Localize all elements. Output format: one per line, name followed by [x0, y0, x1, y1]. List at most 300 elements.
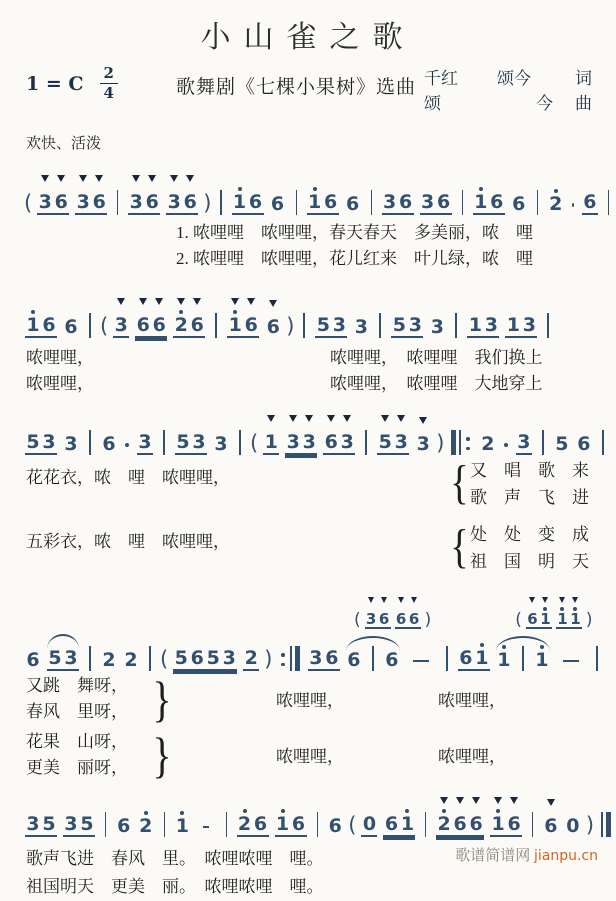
staccato-row	[63, 417, 79, 428]
note-group	[395, 597, 421, 629]
note	[301, 415, 317, 453]
staccato-row	[339, 415, 355, 426]
staccato-row	[232, 175, 248, 186]
note-digit: 3	[394, 431, 408, 453]
note	[221, 631, 237, 669]
staccato-row	[436, 797, 452, 808]
note-digit: 3	[408, 314, 423, 336]
barline	[296, 190, 297, 215]
note-digit: 3	[484, 314, 499, 336]
note-digit: 2	[549, 193, 563, 215]
note-group	[526, 597, 552, 629]
staccato-row	[543, 799, 559, 810]
note-digit: 6	[270, 193, 285, 215]
note-group	[137, 415, 153, 455]
watermark-site: 歌谱简谱网	[455, 848, 531, 864]
staccato-mark-icon	[57, 175, 65, 182]
staccato-row	[473, 175, 489, 186]
staccato-row	[25, 797, 41, 808]
note-digit: 3	[522, 314, 537, 336]
staccato-row	[468, 797, 484, 808]
note	[101, 633, 117, 671]
barline	[89, 313, 91, 338]
staccato-mark-icon	[494, 797, 502, 804]
staccato-row	[138, 799, 154, 810]
thick-bar	[606, 812, 611, 837]
staccato-row	[554, 417, 570, 428]
barline	[537, 190, 538, 215]
note-group	[173, 298, 205, 338]
staccato-mark-icon	[559, 597, 565, 603]
note	[327, 799, 343, 837]
slur-arc	[493, 633, 553, 671]
note-digit: 6	[395, 610, 407, 628]
choice-line: 又 唱 歌 来	[470, 461, 589, 480]
staccato-row	[263, 415, 279, 426]
note-digit: 1	[264, 431, 278, 453]
staccato-row	[41, 298, 57, 309]
staccato-mark-icon	[510, 797, 518, 804]
note	[458, 631, 474, 669]
repeat-dots	[281, 653, 285, 666]
note-digit: 3	[38, 191, 52, 213]
note	[173, 631, 189, 669]
note-digit: 6	[512, 193, 526, 215]
staccato-row	[383, 797, 399, 808]
lyric-row: 花果 山呀，	[26, 732, 128, 751]
note-digit: 6	[190, 314, 204, 336]
staccato-row	[489, 175, 505, 186]
note	[569, 597, 582, 627]
barline	[105, 812, 106, 837]
note	[489, 175, 505, 213]
note-digit: 5	[206, 647, 220, 669]
note-digit: 3	[64, 433, 78, 455]
octave-row	[63, 642, 79, 648]
note-digit: 1	[307, 191, 322, 213]
note	[75, 175, 91, 213]
note-group	[166, 175, 198, 215]
note-group	[383, 797, 415, 837]
note-group	[25, 298, 57, 338]
note	[232, 175, 248, 213]
lyric-row: 更美 丽呀，	[26, 758, 128, 777]
note	[365, 597, 378, 627]
staccato-mark-icon	[148, 175, 156, 182]
time-signature	[100, 66, 118, 101]
note-digit: 6	[248, 191, 263, 213]
note-digit: 1	[232, 191, 247, 213]
note	[123, 633, 139, 671]
note	[429, 300, 445, 338]
note-digit: 3	[214, 433, 228, 455]
octave-row	[534, 644, 550, 650]
staccato-row	[395, 597, 408, 606]
notation-line-1	[0, 175, 616, 215]
lyric-row: 又跳 舞呀，	[26, 676, 128, 695]
note-group	[382, 175, 414, 215]
note-digit: 3	[286, 431, 300, 453]
octave-row	[47, 642, 63, 648]
staccato-row	[582, 175, 598, 186]
composer-2: 今	[536, 94, 553, 113]
note	[496, 633, 512, 671]
note	[53, 175, 69, 213]
note-group	[232, 175, 264, 215]
note-group	[101, 633, 117, 671]
staccato-row	[436, 175, 452, 186]
note-group	[323, 415, 355, 455]
slur-arc	[343, 633, 403, 671]
note-group	[582, 175, 598, 215]
note-group	[327, 799, 343, 837]
note	[382, 175, 398, 213]
note-digit: 6	[291, 813, 306, 835]
note	[452, 797, 468, 835]
note	[420, 175, 436, 213]
staccato-row	[345, 177, 361, 188]
note-digit: 3	[383, 191, 397, 213]
verse-1-mid: 哝哩哩，	[276, 691, 344, 710]
staccato-row	[467, 298, 483, 309]
note	[227, 298, 243, 336]
staccato-row	[420, 175, 436, 186]
staccato-mark-icon	[397, 415, 405, 422]
note	[25, 415, 41, 453]
notation-line-5	[0, 797, 616, 837]
staccato-row	[327, 799, 343, 810]
staccato-row	[480, 417, 496, 428]
barline	[522, 646, 524, 671]
key-signature	[26, 66, 168, 101]
note-digit: 2	[244, 647, 258, 669]
staccato-mark-icon	[247, 298, 255, 305]
note-digit: 1	[506, 314, 521, 336]
staccato-row	[323, 415, 339, 426]
note-group	[237, 797, 269, 837]
note-digit: 3	[517, 431, 531, 453]
verse-2-left: 哝哩哩，	[26, 374, 94, 393]
staccato-row	[253, 797, 269, 808]
note-digit: 3	[416, 433, 430, 455]
verse-2-choices	[470, 521, 589, 575]
note-digit: 6	[527, 610, 538, 628]
note-digit: 1	[475, 647, 489, 669]
note	[339, 415, 355, 453]
note-digit: 1	[535, 649, 549, 671]
note-group	[391, 298, 423, 338]
staccato-row	[137, 415, 153, 426]
staccato-mark-icon	[231, 298, 239, 305]
lyrics-line-1	[176, 220, 616, 272]
verse-1-text: 1. 哝哩哩 哝哩哩，春天春天 多美丽，哝 哩	[176, 223, 533, 242]
note-group	[243, 631, 259, 671]
staccato-row	[353, 300, 369, 311]
notation-line-4	[0, 631, 616, 671]
staccato-mark-icon	[542, 597, 548, 603]
note	[151, 298, 167, 336]
note-group	[265, 300, 281, 338]
note-group	[565, 799, 581, 837]
note-group	[353, 300, 369, 338]
staccato-row	[243, 298, 259, 309]
music-role-label: 曲	[575, 94, 592, 113]
note-digit: 5	[378, 431, 392, 453]
staccato-row	[243, 631, 259, 642]
staccato-row	[25, 298, 41, 309]
lyrics-line-2	[0, 343, 616, 395]
staccato-mark-icon	[472, 797, 480, 804]
note	[307, 175, 323, 213]
staccato-mark-icon	[440, 797, 448, 804]
note	[270, 177, 286, 215]
staccato-mark-icon	[155, 298, 163, 305]
watermark-url[interactable]: jianpu.cn	[533, 848, 598, 864]
barline	[117, 190, 118, 215]
note	[182, 175, 198, 213]
opening-brace: {	[450, 520, 469, 573]
note	[41, 797, 57, 835]
note	[483, 298, 499, 336]
staccato-row	[393, 415, 409, 426]
note-group	[554, 417, 570, 455]
staccato-row	[511, 177, 527, 188]
verse-1-left: 哝哩哩，	[26, 348, 94, 367]
thin-bar	[601, 812, 603, 837]
note	[384, 633, 400, 671]
meter-numerator: 2	[100, 66, 118, 84]
note	[378, 597, 391, 627]
note	[399, 797, 415, 835]
note	[41, 415, 57, 453]
parenthesis: (	[515, 610, 522, 630]
barline	[163, 430, 165, 455]
note-group	[275, 797, 307, 837]
staccato-row	[407, 298, 423, 309]
staccato-mark-icon	[41, 175, 49, 182]
barline	[371, 190, 372, 215]
staccato-row	[41, 797, 57, 808]
staccato-row	[101, 633, 117, 644]
parenthesis: )	[585, 610, 593, 630]
note-digit: 3	[430, 316, 445, 338]
verse-1-left: 花花衣，哝 哩 哝哩哩，	[26, 468, 230, 487]
staccato-mark-icon	[186, 175, 194, 182]
note-digit: 6	[507, 813, 521, 835]
note-digit: 6	[378, 610, 390, 628]
octave-row	[384, 644, 400, 650]
note-digit: 2	[174, 314, 188, 336]
barline	[89, 430, 91, 455]
parenthesis: )	[436, 431, 445, 455]
note	[576, 417, 592, 455]
note	[556, 597, 569, 627]
note-digit: 6	[544, 815, 558, 837]
note	[473, 175, 489, 213]
note-digit: 6	[345, 193, 360, 215]
note	[511, 177, 527, 215]
note	[138, 799, 154, 837]
barline	[215, 313, 217, 338]
staccato-mark-icon	[419, 417, 427, 424]
note-group	[128, 175, 160, 215]
staccato-row	[539, 597, 552, 606]
note-group	[25, 633, 41, 671]
note-group	[307, 175, 339, 215]
barline	[372, 646, 374, 671]
staccato-row	[576, 417, 592, 428]
note-digit: 1	[400, 813, 415, 835]
note-group	[420, 175, 452, 215]
parenthesis: (	[160, 647, 169, 671]
staccato-mark-icon	[572, 597, 578, 603]
staccato-row	[144, 175, 160, 186]
verse-2-rows	[26, 729, 128, 781]
note	[166, 175, 182, 213]
staccato-mark-icon	[177, 298, 185, 305]
note-group	[511, 177, 527, 215]
staccato-row	[116, 799, 132, 810]
note-digit: 2	[481, 433, 495, 455]
note-digit: 2	[237, 813, 252, 835]
staccato-row	[166, 175, 182, 186]
octave-row	[346, 644, 362, 650]
staccato-row	[79, 797, 95, 808]
note-digit: 2	[437, 813, 451, 835]
verse-1-choices	[470, 457, 589, 511]
augmentation-dot	[504, 443, 508, 447]
staccato-row	[361, 797, 377, 808]
barline	[532, 812, 533, 837]
note-digit: 1	[474, 191, 488, 213]
staccato-mark-icon	[305, 415, 313, 422]
note	[565, 799, 581, 837]
lyric-row: 春风 里呀，	[26, 702, 128, 721]
closing-brace: }	[152, 727, 172, 783]
octave-dot-icon	[502, 645, 506, 649]
barline	[596, 646, 598, 671]
staccato-row	[213, 417, 229, 428]
note	[490, 797, 506, 835]
note	[543, 799, 559, 837]
song-title: 小山雀之歌	[200, 20, 416, 55]
note	[63, 631, 79, 669]
staccato-row	[205, 631, 221, 642]
staccato-row	[128, 175, 144, 186]
note-digit: 6	[384, 813, 399, 835]
note	[526, 597, 539, 627]
note-digit: 6	[244, 314, 258, 336]
verse-2-text: 2. 哝哩哩 哝哩哩，花儿红来 叶儿绿，哝 哩	[176, 249, 533, 268]
note-digit: 3	[421, 191, 435, 213]
note-digit: 6	[583, 191, 597, 213]
staccato-row	[25, 633, 41, 644]
note	[345, 177, 361, 215]
opening-brace: {	[450, 456, 469, 509]
note	[377, 415, 393, 453]
staccato-row	[399, 797, 415, 808]
note	[361, 797, 377, 835]
note	[554, 417, 570, 455]
note-group	[270, 177, 286, 215]
note	[323, 175, 339, 213]
staccato-mark-icon	[269, 300, 277, 307]
staccato-row	[113, 298, 129, 309]
thin-bar	[459, 430, 461, 455]
staccato-row	[534, 633, 550, 644]
staccato-row	[315, 298, 331, 309]
octave-dot-icon	[540, 645, 544, 649]
barline	[462, 190, 463, 215]
staccato-row	[191, 415, 207, 426]
credits-composer	[424, 91, 592, 116]
note-digit: 3	[114, 314, 128, 336]
staccato-mark-icon	[327, 415, 335, 422]
note-group	[365, 597, 391, 629]
note	[391, 298, 407, 336]
note-group	[556, 597, 582, 629]
note-digit: 1	[491, 813, 505, 835]
staccato-row	[301, 415, 317, 426]
note-digit: 3	[222, 647, 236, 669]
note-digit: 6	[385, 649, 399, 671]
parenthesis: )	[203, 191, 212, 215]
note-group	[285, 415, 317, 455]
octave-row	[496, 644, 512, 650]
thick-bar	[295, 646, 300, 671]
staccato-row	[556, 597, 569, 606]
note-digit: 5	[174, 647, 188, 669]
note-digit: 3	[365, 610, 377, 628]
note	[47, 631, 63, 669]
meter-denominator: 4	[103, 84, 114, 102]
note-digit: 6	[328, 815, 342, 837]
parenthesis: (	[250, 431, 259, 455]
echo-cluster-2	[513, 597, 594, 629]
verse-2-left: 五彩衣，哝 哩 哝哩哩，	[26, 532, 230, 551]
note-digit: 6	[117, 815, 131, 837]
note	[113, 298, 129, 336]
barline	[455, 313, 457, 338]
note-digit: 6	[577, 433, 591, 455]
note	[174, 799, 190, 837]
staccato-row	[565, 799, 581, 810]
watermark	[455, 844, 598, 865]
note	[253, 797, 269, 835]
tempo-marking: 欢快、活泼	[26, 136, 102, 152]
barline	[602, 430, 604, 455]
staccato-row	[548, 177, 564, 188]
final-barline	[601, 812, 611, 837]
staccato-row	[173, 631, 189, 642]
staccato-mark-icon	[132, 175, 140, 182]
note-group	[63, 300, 79, 338]
note-digit: 1	[175, 815, 189, 837]
staccato-row	[458, 631, 474, 642]
note-digit: 2	[124, 649, 138, 671]
sheet-music-page	[0, 12, 616, 896]
verse-1-text: 歌声飞进 春风 里。 哝哩哝哩 哩。	[26, 849, 324, 868]
note-group	[548, 177, 564, 215]
note-digit: 6	[459, 647, 473, 669]
note	[91, 175, 107, 213]
staccato-row	[505, 298, 521, 309]
note	[144, 175, 160, 213]
staccato-row	[569, 597, 582, 606]
parenthesis: )	[585, 813, 595, 837]
thin-bar	[290, 646, 292, 671]
note-digit: 6	[54, 191, 68, 213]
